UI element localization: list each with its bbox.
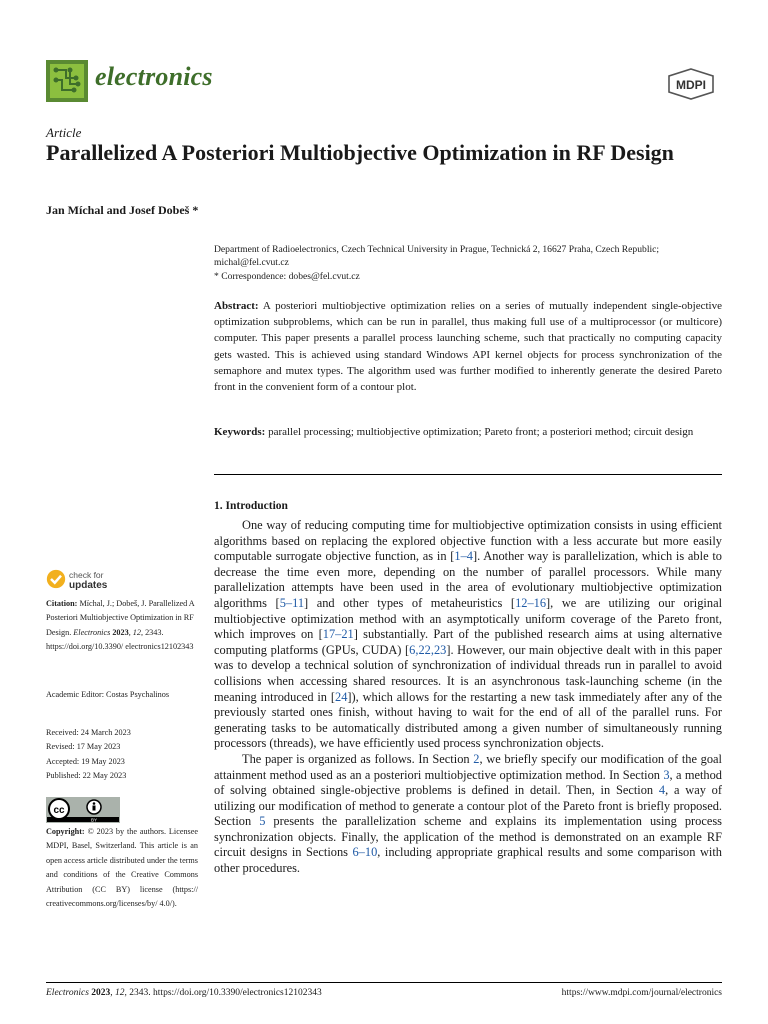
footer-citation: Electronics 2023, 12, 2343. https://doi.org/10.3390/electronics12102343 (46, 988, 322, 998)
text-run: , including appropriate graphical results and some comparison with other procedures. (214, 845, 722, 876)
updates-line: check for (69, 570, 104, 580)
text-run: ]), which allows for the restarting a new task immediately after any of the previously started ones finish, without having to wait for the end of all of the parallel runs. For generating tasks to be automatically distributed among a given number of simultaneously running processors (threads), we have efficiently used process synchronization objects. (214, 689, 722, 751)
keywords-text: parallel processing; multiobjective optimization; Pareto front; a posteriori method; circuit design (268, 426, 694, 438)
citation-year: 2023 (112, 627, 129, 637)
text-run: ]. However, our main objective dealt with in this paper was to develop a technical solution of synchronization of individual threads run in parallel to avoid collisions when accessing shared resources. It is an asynchronous task-launching scheme (in the meaning introduced in [ (214, 642, 722, 704)
keywords (214, 424, 722, 440)
reference-link[interactable]: 24 (335, 689, 348, 704)
reference-link[interactable]: 6,22,23 (409, 642, 447, 657)
reference-link[interactable]: 17–21 (322, 627, 354, 642)
citation-block: Citation: Míchal, J.; Dobeš, J. Parallelized A Posteriori Multiobjective Optimization in RF Design. Electronics 2023, 12, 2343. https://doi.org/10.3390/ electronics12102343 (46, 599, 195, 652)
date-revised: Revised: 17 May 2023 (46, 742, 121, 752)
affiliation-email[interactable]: michal@fel.cvut.cz (214, 257, 289, 268)
text-run: The paper is organized as follows. In Section (242, 751, 474, 766)
text-run: ] and other types of metaheuristics [ (304, 595, 516, 610)
citation-journal: Electronics (73, 627, 111, 637)
publication-dates (46, 726, 196, 784)
abstract-text: A posteriori multiobjective optimization relies on a series of mutually independent single-objective optimization subproblems, which can be run in parallel, thus making full use of a multiprocessor (or multicore) computer. This paper presents a parallel process launching scheme, such that practically no computing capacity gets wasted. This is achieved using standard Windows API kernel objects for process synchronization of the semaphore and mutex types. The algorithm used was further modified to inherently generate the desired Pareto front in the convenient form of a contour plot. (214, 300, 722, 394)
section-link[interactable]: 3 (663, 767, 670, 782)
copyright-notice (46, 825, 198, 911)
reference-link[interactable]: 1–4 (454, 549, 473, 564)
cc-by-license-badge[interactable] (46, 797, 120, 823)
text-run: ]. Another way is parallelization, which is able to decrease the time even more, depending on the number of parallel processors. While many parallelization attempts have been used in the area of evolutionary multiobjective optimization algorithms [ (214, 549, 722, 610)
svg-text:cc: cc (53, 805, 65, 816)
article-type: Article (46, 125, 82, 140)
citation-label: Citation: (46, 599, 78, 608)
footer-doi[interactable]: , 2343. https://doi.org/10.3390/electronics12102343 (124, 988, 322, 998)
text-run: ], we are utilizing our original multiobjective optimization method with an asymptotically uniform coverage of the Pareto front, which improves on [ (214, 595, 723, 642)
divider (214, 474, 722, 475)
date-accepted: Accepted: 19 May 2023 (46, 756, 125, 766)
mdpi-logo-text: MDPI (676, 78, 706, 92)
abstract-label: Abstract: (214, 300, 259, 312)
text-run: , a method of solving obtained single-objective problems is defined in detail. Then, in Section (214, 767, 722, 798)
electronics-logo-icon (46, 60, 88, 102)
paragraph (214, 518, 722, 752)
paper-title: Parallelized A Posteriori Multiobjective Optimization in RF Design (46, 140, 674, 165)
section-link[interactable]: 2 (473, 751, 480, 766)
reference-link[interactable]: 5–11 (279, 595, 305, 610)
date-received: Received: 24 March 2023 (46, 728, 131, 737)
citation-text: Míchal, J.; Dobeš, J. Parallelized A Posteriori Multiobjective Optimization in RF Design. (46, 599, 195, 637)
updates-line: updates (69, 579, 108, 591)
reference-link[interactable]: 12–16 (515, 595, 547, 610)
text-run: ] substantially. Part of the published research aims at using alternative computing platforms (GPUs, CUDA) [ (214, 627, 722, 657)
check-for-updates-badge[interactable] (46, 569, 66, 589)
date-published: Published: 22 May 2023 (46, 771, 127, 781)
section-heading: 1. Introduction (214, 500, 288, 512)
citation-doi[interactable]: , 2343. https://doi.org/10.3390/ electronics12102343 (46, 627, 194, 652)
cc-by-label: BY (90, 817, 98, 823)
academic-editor: Academic Editor: Costas Psychalinos (46, 690, 170, 699)
text-run: presents the parallelization scheme and explains its implementation using process synchronization objects. Finally, the application of the method is demonstrated on an example RF circuit designs in Sections (214, 814, 722, 860)
footer-journal: Electronics (46, 988, 89, 998)
footer-divider (46, 982, 722, 983)
affiliation: Department of Radioelectronics, Czech Technical University in Prague, Technická 2, 16627 Praha, Czech Republic; (214, 244, 660, 255)
correspondence: * Correspondence: dobes@fel.cvut.cz (214, 271, 360, 282)
introduction-body (214, 518, 722, 877)
footer-volume: 12 (115, 988, 125, 998)
journal-name: electronics (95, 62, 213, 91)
text-run: , a way of utilizing our modification of method to generate a contour plot of the Pareto front is briefly proposed. Section (214, 783, 722, 829)
text-run: One way of reducing computing time for multiobjective optimization consists in using efficient algorithms based on replacing the explored objective function with a less accurate but more easily computable surrogate objective function, as in [ (214, 518, 722, 564)
abstract (214, 298, 722, 395)
paragraph (214, 752, 722, 877)
section-link[interactable]: 6–10 (352, 845, 378, 860)
mdpi-logo (666, 68, 716, 100)
text-run: , we briefly specify our modification of the goal attainment method used as an a posteriori multiobjective optimization method. In Section (214, 751, 722, 782)
section-link[interactable]: 5 (259, 814, 266, 829)
citation-volume: 12 (132, 627, 141, 637)
author-list: Jan Míchal and Josef Dobeš * (46, 203, 199, 217)
check-for-updates-text[interactable] (69, 571, 107, 590)
section-link[interactable]: 4 (658, 783, 666, 798)
footer-journal-url[interactable]: https://www.mdpi.com/journal/electronics (561, 988, 722, 998)
copyright-text: © 2023 by the authors. Licensee MDPI, Basel, Switzerland. This article is an open access article distributed under the terms and conditions of the Creative Commons Attribution (CC BY) license (https:// creativecommons.org/licenses/by/ 4.0/). (46, 827, 199, 909)
keywords-label: Keywords: (214, 426, 266, 438)
copyright-label: Copyright: (46, 827, 85, 836)
footer-year: 2023 (91, 988, 111, 998)
